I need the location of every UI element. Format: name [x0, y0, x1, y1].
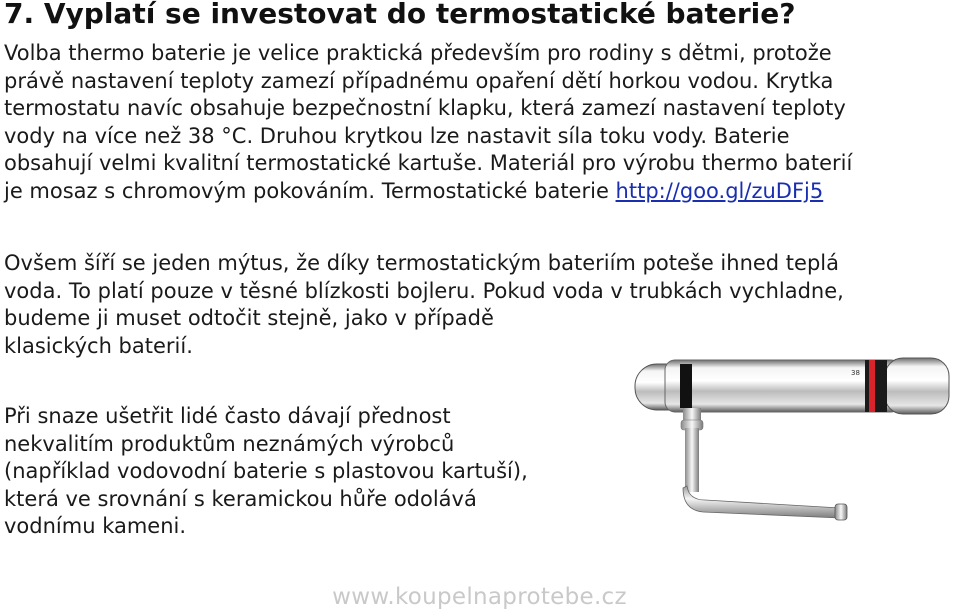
- text-line: obsahují velmi kvalitní termostatické kartuše. Materiál pro výrobu thermo baterií: [4, 151, 853, 175]
- text-line: nekvalitím produktům neznámých výrobců: [4, 431, 455, 456]
- text-line: vody na více než 38 °C. Druhou krytkou lze nastavit síla toku vody. Baterie: [4, 123, 790, 148]
- text-line: klasických baterií.: [4, 333, 193, 358]
- text-line: Volba thermo baterie je velice praktická především pro rodiny s dětmi, protože: [4, 41, 832, 65]
- faucet-body: [635, 358, 949, 414]
- temperature-valve-marker: [869, 360, 875, 412]
- faucet-spout: [681, 408, 847, 520]
- dial-number: 38: [851, 369, 860, 377]
- paragraph-myth: [4, 250, 844, 360]
- page-title: 7. Vyplatí se investovat do termostatické baterie?: [4, 0, 796, 30]
- text-line: vodnímu kameni.: [4, 514, 187, 538]
- footer-watermark: www.koupelnaprotebe.cz: [332, 584, 627, 610]
- text-line: budeme ji muset odtočit stejně, jako v případě: [4, 306, 494, 330]
- text-line-with-link: [4, 178, 852, 206]
- text-line: Ovšem šíří se jeden mýtus, že díky termostatickým bateriím poteše ihned teplá: [4, 251, 839, 275]
- text-line: (například vodovodní baterie s plastovou kartuší),: [4, 459, 528, 483]
- text-line: voda. To platí pouze v těsné blízkosti bojleru. Pokud voda v trubkách vychladne,: [4, 278, 844, 303]
- paragraph-warning: [4, 403, 528, 541]
- thermostatic-faucet-image: [625, 350, 959, 525]
- text-line: právě nastavení teploty zamezí případnému opaření dětí horkou vodou. Krytka: [4, 68, 834, 93]
- paragraph-intro: [4, 40, 852, 205]
- text-fragment: je mosaz s chromovým pokováním. Termostatické baterie: [4, 178, 616, 203]
- text-line: termostatu navíc obsahuje bezpečnostní klapku, která zamezí nastavení teploty: [4, 96, 846, 120]
- source-link[interactable]: http://goo.gl/zuDFj5: [615, 178, 824, 203]
- text-line: Při snaze ušetřit lidé často dávají přednost: [4, 404, 451, 428]
- text-line: která ve srovnání s keramickou hůře odolává: [4, 486, 477, 511]
